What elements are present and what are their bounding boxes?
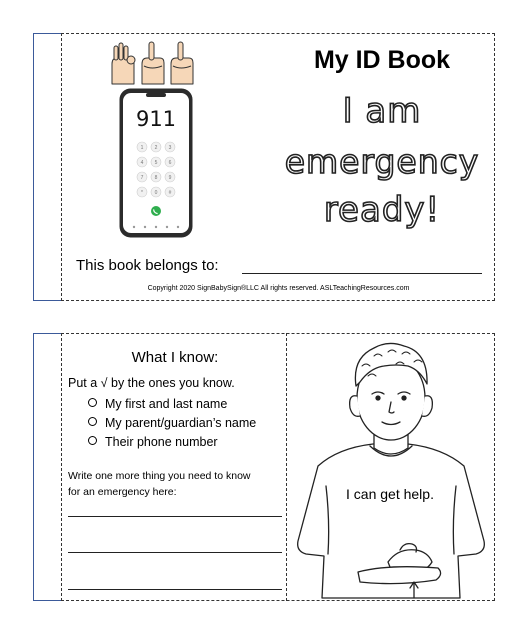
boy-signing-help-illustration <box>288 336 493 600</box>
keypad-key-label: 0 <box>154 189 158 196</box>
checklist-item-label: Their phone number <box>105 435 218 449</box>
keypad-key-label: 1 <box>140 144 144 151</box>
write-prompt-line-1: Write one more thing you need to know <box>68 470 251 482</box>
phone-number-display: 911 <box>135 107 177 131</box>
book-spine-bottom <box>33 333 61 601</box>
book-spine-top <box>33 33 61 301</box>
keypad-key-label: 3 <box>168 144 172 151</box>
keypad-key-label: 4 <box>140 159 144 166</box>
keypad-key-label: 8 <box>154 174 158 181</box>
keypad-key-label: 2 <box>154 144 158 151</box>
owner-name-line[interactable] <box>242 273 482 274</box>
shirt-text: I can get help. <box>346 486 434 502</box>
checklist-item[interactable] <box>88 416 256 430</box>
answer-line-1[interactable] <box>68 516 282 517</box>
checkbox-circle-icon[interactable] <box>88 417 97 426</box>
hand-signs-911-icon <box>106 40 198 88</box>
page-fold-divider <box>286 333 287 601</box>
phone-icon <box>118 87 194 239</box>
keypad-key-label: 5 <box>154 159 158 166</box>
keypad-key-label: 7 <box>140 174 144 181</box>
belongs-to-label: This book belongs to: <box>76 257 219 274</box>
keypad-key-label: 9 <box>168 174 172 181</box>
keypad-key-label: 6 <box>168 159 172 166</box>
checklist-item[interactable] <box>88 397 227 411</box>
answer-line-2[interactable] <box>68 552 282 553</box>
checklist-item-label: My first and last name <box>105 397 228 411</box>
copyright-text: Copyright 2020 SignBabySign®LLC All rights reserved. ASLTeachingResources.com <box>147 285 410 292</box>
checklist-item-label: My parent/guardian’s name <box>105 416 257 430</box>
what-i-know-heading: What I know: <box>131 349 219 366</box>
keypad-key-label: # <box>168 189 172 196</box>
headline-line-3: ready! <box>323 190 441 230</box>
checklist-item[interactable] <box>88 435 218 449</box>
headline-line-2: emergency <box>284 142 480 181</box>
cover-title: My ID Book <box>313 46 451 74</box>
checkbox-circle-icon[interactable] <box>88 436 97 445</box>
call-button-icon <box>151 206 161 216</box>
write-prompt-line-2: for an emergency here: <box>68 486 177 498</box>
keypad-key-label: * <box>141 189 143 196</box>
checkbox-circle-icon[interactable] <box>88 398 97 407</box>
checklist-instruction: Put a √ by the ones you know. <box>68 376 235 390</box>
headline-line-1: I am <box>342 91 422 131</box>
answer-line-3[interactable] <box>68 589 282 590</box>
